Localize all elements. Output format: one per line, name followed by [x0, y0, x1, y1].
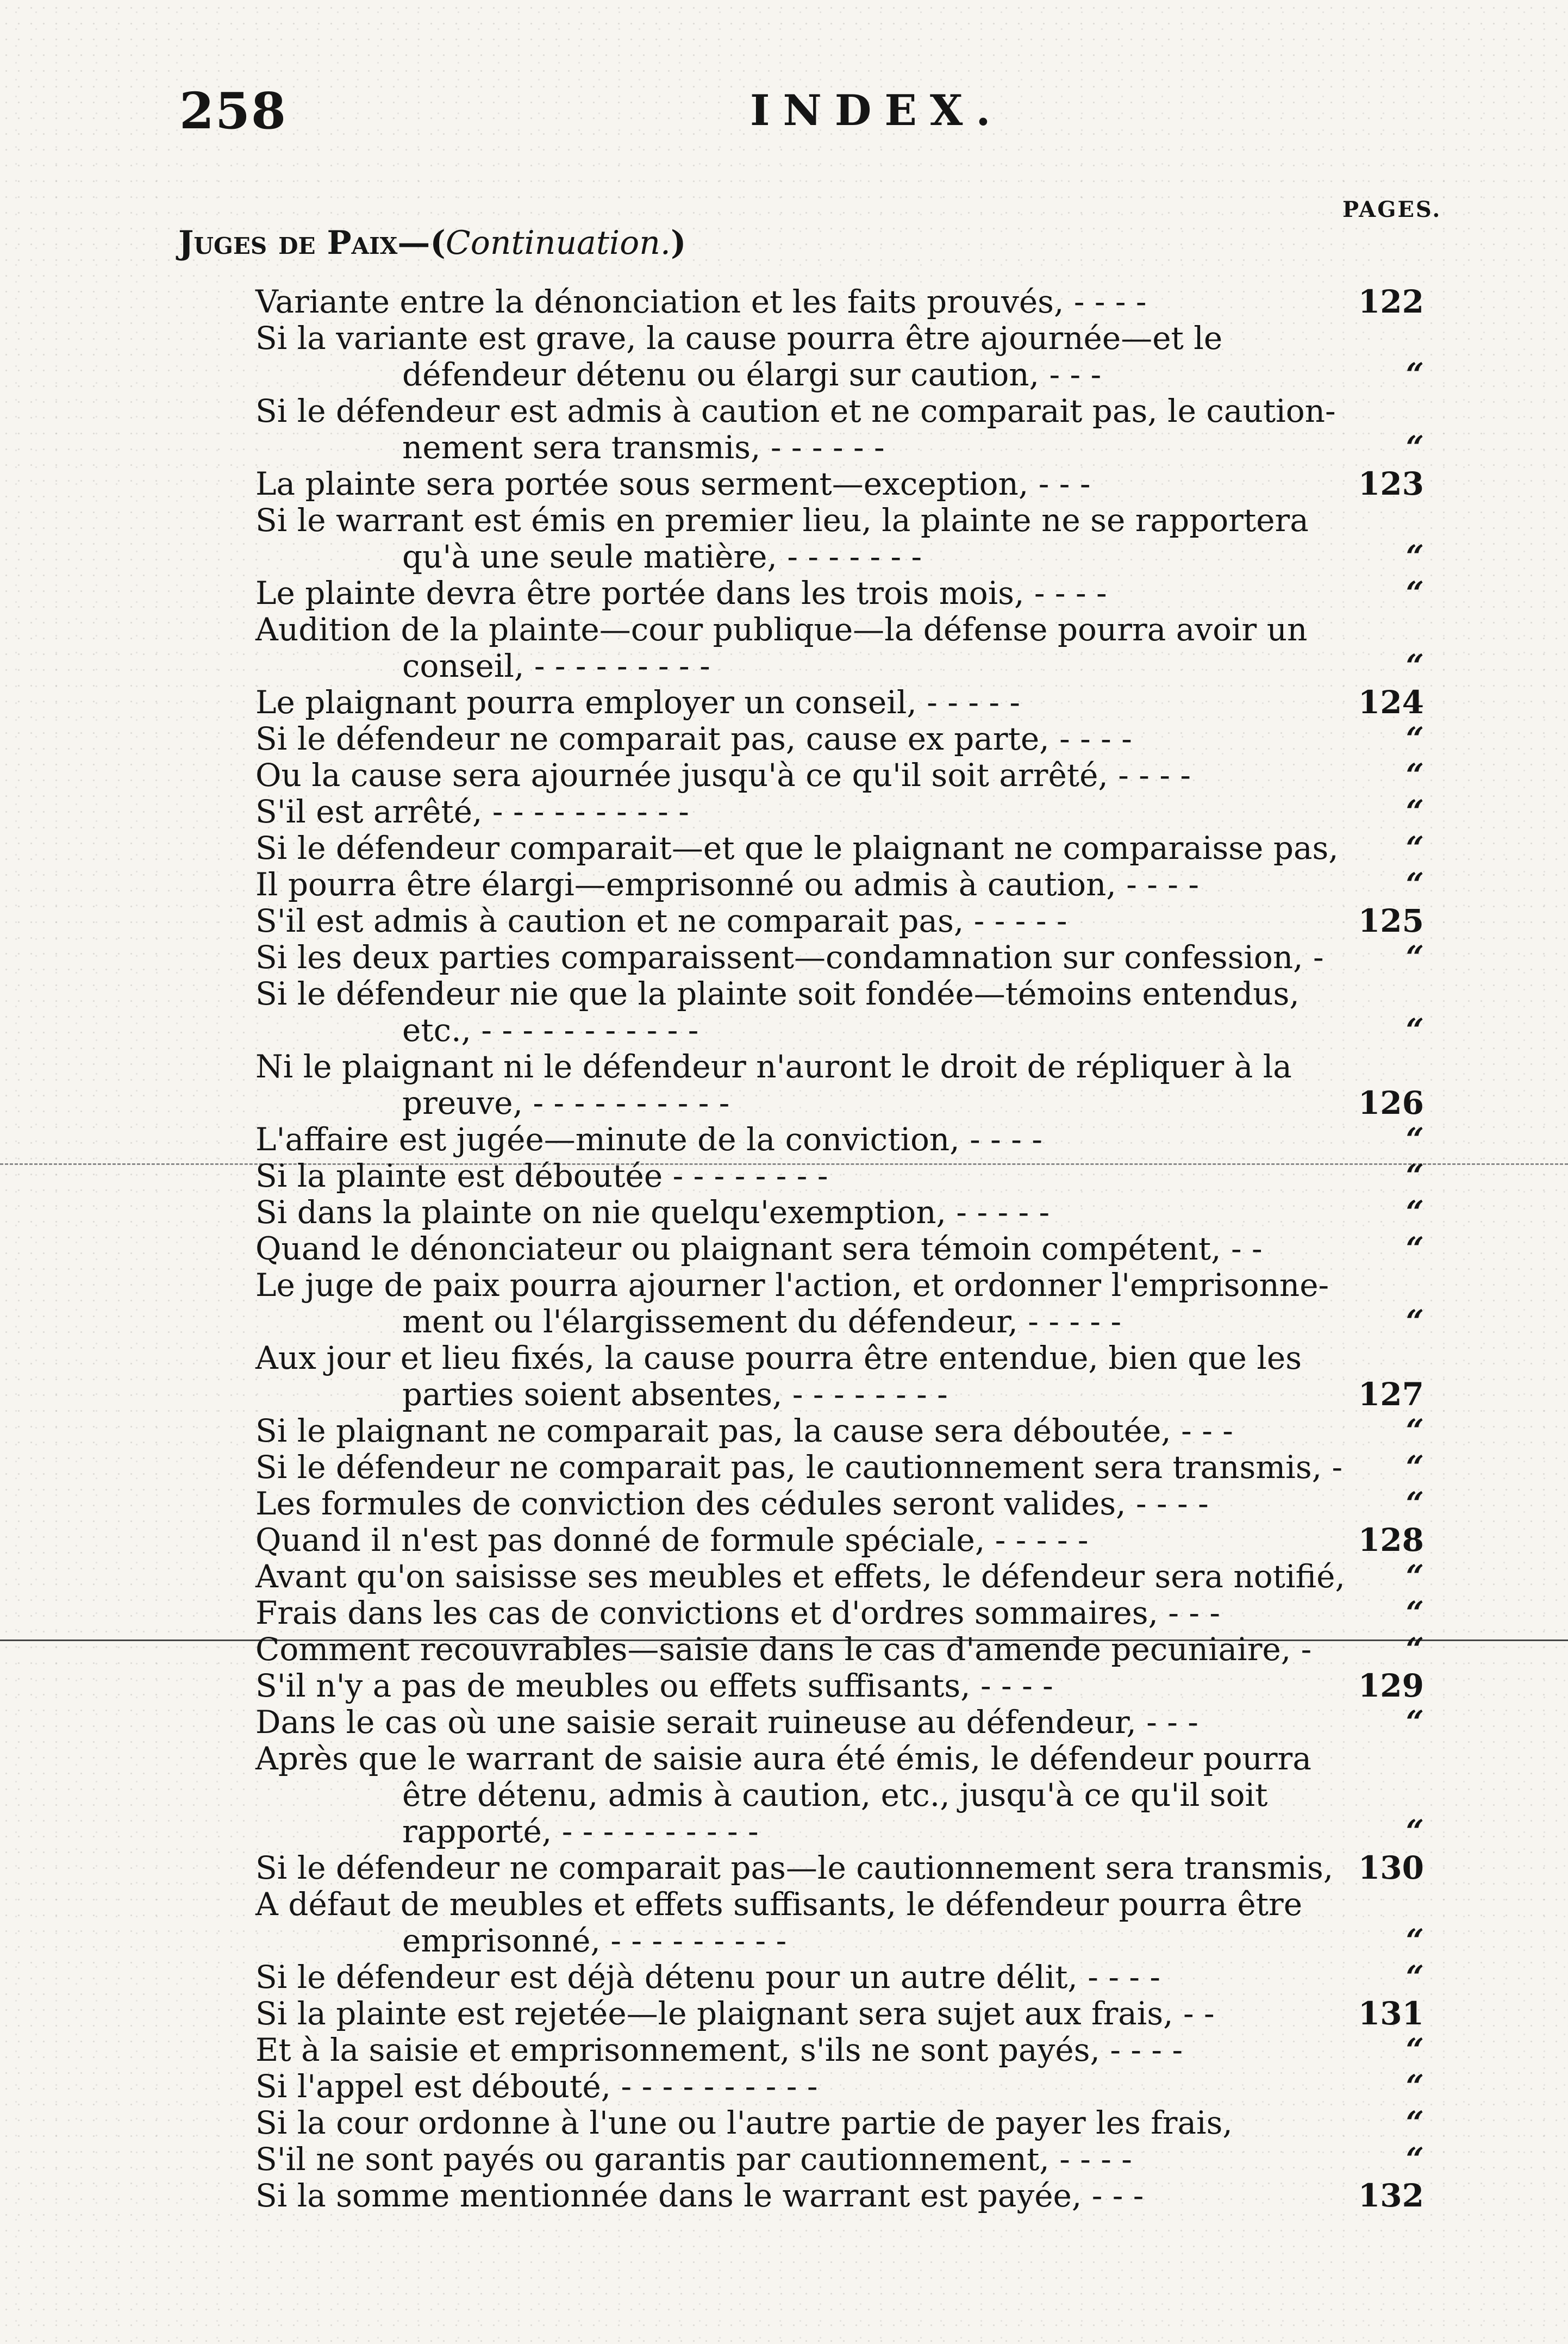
- entry-text: Après que le warrant de saisie aura été émis, le défendeur pourra: [255, 1740, 1311, 1777]
- entry-continuation: preuve, - - - - - - - - - -: [402, 1084, 730, 1121]
- ditto-mark: “: [1405, 793, 1424, 830]
- entry-text: Le juge de paix pourra ajourner l'action, et ordonner l'emprisonne-: [255, 1267, 1329, 1304]
- section-title: [178, 224, 686, 262]
- index-entry: [255, 2105, 1424, 2141]
- index-entry: [255, 502, 1424, 575]
- index-entry: [255, 1194, 1424, 1231]
- running-title: INDEX.: [750, 86, 1004, 135]
- entry-text: S'il n'y a pas de meubles ou effets suffisants, - - - -: [255, 1667, 1053, 1704]
- ditto-mark: “: [1405, 2068, 1424, 2105]
- index-entry: [255, 393, 1424, 466]
- ditto-mark: “: [1405, 1303, 1424, 1340]
- entry-text: Ni le plaignant ni le défendeur n'auront le droit de répliquer à la: [255, 1048, 1292, 1085]
- index-entry: [255, 794, 1424, 830]
- page-reference: 132: [1358, 2177, 1424, 2214]
- index-entry: [255, 2141, 1424, 2178]
- index-entry: [255, 1049, 1424, 1121]
- entry-text: Avant qu'on saisisse ses meubles et effets, le défendeur sera notifié,: [255, 1558, 1345, 1595]
- ditto-mark: “: [1405, 757, 1424, 794]
- page-reference: 131: [1358, 1995, 1424, 2032]
- page-reference: 127: [1358, 1376, 1424, 1413]
- index-entry: [255, 1631, 1424, 1668]
- entry-text: Si le défendeur ne comparait pas, le cautionnement sera transmis, -: [255, 1449, 1343, 1486]
- section-title-continuation: Continuation.: [445, 224, 671, 262]
- ditto-mark: “: [1405, 2104, 1424, 2141]
- entry-text: Les formules de conviction des cédules seront valides, - - - -: [255, 1485, 1209, 1522]
- ditto-mark: “: [1405, 1449, 1424, 1486]
- page-reference: 124: [1358, 684, 1424, 721]
- index-entry: [255, 1231, 1424, 1267]
- ditto-mark: “: [1405, 1704, 1424, 1741]
- entry-text: Comment recouvrables—saisie dans le cas d'amende pecuniaire, -: [255, 1631, 1312, 1668]
- ditto-mark: “: [1405, 1412, 1424, 1449]
- ditto-mark: “: [1405, 1194, 1424, 1231]
- ditto-mark: “: [1405, 1485, 1424, 1522]
- index-entry: [255, 866, 1424, 903]
- page-reference: 125: [1358, 902, 1424, 939]
- page-reference: 126: [1358, 1084, 1424, 1121]
- section-title-main: Juges de Paix: [178, 224, 398, 262]
- ditto-mark: “: [1405, 939, 1424, 976]
- entry-continuation: qu'à une seule matière, - - - - - - -: [402, 538, 922, 575]
- entry-text: A défaut de meubles et effets suffisants, le défendeur pourra être: [255, 1886, 1303, 1923]
- index-entry: [255, 1996, 1424, 2032]
- entry-text: Et à la saisie et emprisonnement, s'ils ne sont payés, - - - -: [255, 2031, 1183, 2068]
- entry-text: Si la plainte est rejetée—le plaignant sera sujet aux frais, - -: [255, 1995, 1215, 2032]
- entry-text: S'il ne sont payés ou garantis par cautionnement, - - - -: [255, 2141, 1132, 2178]
- page-number: 258: [179, 82, 288, 140]
- entry-text: L'affaire est jugée—minute de la conviction, - - - -: [255, 1121, 1042, 1158]
- entry-continuation: défendeur détenu ou élargi sur caution, - - -: [402, 356, 1102, 393]
- index-entry: [255, 1668, 1424, 1704]
- index-entry: [255, 1413, 1424, 1449]
- index-entry: [255, 1267, 1424, 1340]
- entry-continuation: emprisonné, - - - - - - - - -: [402, 1922, 787, 1959]
- index-entry: [255, 757, 1424, 794]
- index-entry: [255, 2032, 1424, 2068]
- page-reference: 128: [1358, 1522, 1424, 1558]
- ditto-mark: “: [1405, 830, 1424, 866]
- index-entry: [255, 830, 1424, 866]
- index-entry: [255, 1158, 1424, 1194]
- index-entry: [255, 320, 1424, 393]
- index-entry: [255, 1959, 1424, 1996]
- entry-continuation: rapporté, - - - - - - - - - -: [402, 1813, 759, 1850]
- index-entry: [255, 1886, 1424, 1959]
- entry-text: Si le défendeur ne comparait pas—le cautionnement sera transmis,: [255, 1849, 1334, 1886]
- ditto-mark: “: [1405, 1922, 1424, 1959]
- ditto-mark: “: [1405, 1813, 1424, 1850]
- entry-text: S'il est admis à caution et ne comparait pas, - - - - -: [255, 902, 1067, 939]
- ditto-mark: “: [1405, 2141, 1424, 2178]
- entry-text: Frais dans les cas de convictions et d'ordres sommaires, - - -: [255, 1594, 1221, 1631]
- page-header: [179, 82, 1429, 147]
- ditto-mark: “: [1405, 1157, 1424, 1194]
- entry-text: Quand il n'est pas donné de formule spéciale, - - - - -: [255, 1522, 1089, 1558]
- ditto-mark: “: [1405, 575, 1424, 612]
- index-entry: [255, 1558, 1424, 1595]
- index-entry: [255, 1850, 1424, 1886]
- entry-text: Ou la cause sera ajournée jusqu'à ce qu'il soit arrêté, - - - -: [255, 757, 1191, 794]
- ditto-mark: “: [1405, 1594, 1424, 1631]
- entry-text: La plainte sera portée sous serment—exception, - - -: [255, 465, 1091, 502]
- entry-text: Si le défendeur est déjà détenu pour un autre délit, - - - -: [255, 1959, 1160, 1996]
- ditto-mark: “: [1405, 1631, 1424, 1668]
- entry-text: Dans le cas où une saisie serait ruineuse au défendeur, - - -: [255, 1704, 1198, 1741]
- page-reference: 129: [1358, 1667, 1424, 1704]
- entry-text: Si le défendeur ne comparait pas, cause ex parte, - - - -: [255, 720, 1132, 757]
- section-title-close: ): [670, 224, 686, 262]
- ditto-mark: “: [1405, 1121, 1424, 1158]
- entry-text: Quand le dénonciateur ou plaignant sera témoin compétent, - -: [255, 1230, 1263, 1267]
- page-reference: 130: [1358, 1849, 1424, 1886]
- page-reference: 123: [1358, 465, 1424, 502]
- pages-column-label: PAGES.: [1342, 197, 1442, 222]
- ditto-mark: “: [1405, 1230, 1424, 1267]
- index-entry: [255, 575, 1424, 612]
- ditto-mark: “: [1405, 429, 1424, 466]
- entry-text: Si le défendeur comparait—et que le plaignant ne comparaisse pas,: [255, 830, 1339, 866]
- ditto-mark: “: [1405, 720, 1424, 757]
- index-entry: [255, 1522, 1424, 1558]
- ditto-mark: “: [1405, 647, 1424, 684]
- entry-text: Si le plaignant ne comparait pas, la cause sera déboutée, - - -: [255, 1412, 1233, 1449]
- entry-text: Aux jour et lieu fixés, la cause pourra être entendue, bien que les: [255, 1339, 1302, 1376]
- entry-text: Il pourra être élargi—emprisonné ou admis à caution, - - - -: [255, 866, 1199, 903]
- ditto-mark: “: [1405, 1012, 1424, 1049]
- entry-text: Si la cour ordonne à l'une ou l'autre partie de payer les frais,: [255, 2104, 1233, 2141]
- index-entry: [255, 1121, 1424, 1158]
- entry-continuation: être détenu, admis à caution, etc., jusqu'à ce qu'il soit: [402, 1776, 1268, 1813]
- ditto-mark: “: [1405, 538, 1424, 575]
- entry-text: Si le défendeur est admis à caution et ne comparait pas, le caution-: [255, 392, 1336, 429]
- section-title-dash: —(: [397, 224, 446, 262]
- entry-text: Si la plainte est déboutée - - - - - - - -: [255, 1157, 828, 1194]
- entry-continuation: nement sera transmis, - - - - - -: [402, 429, 885, 466]
- entry-text: Le plainte devra être portée dans les trois mois, - - - -: [255, 575, 1107, 612]
- entry-text: Si le défendeur nie que la plainte soit fondée—témoins entendus,: [255, 975, 1300, 1012]
- index-entry: [255, 939, 1424, 976]
- index-entries: [255, 284, 1424, 2214]
- page-reference: 122: [1358, 283, 1424, 320]
- index-entry: [255, 1449, 1424, 1486]
- entry-text: Si la variante est grave, la cause pourra être ajournée—et le: [255, 320, 1223, 357]
- entry-text: Si l'appel est débouté, - - - - - - - - - -: [255, 2068, 818, 2105]
- entry-text: Variante entre la dénonciation et les faits prouvés, - - - -: [255, 283, 1147, 320]
- ditto-mark: “: [1405, 1959, 1424, 1996]
- index-entry: [255, 976, 1424, 1049]
- entry-text: Si la somme mentionnée dans le warrant est payée, - - -: [255, 2177, 1144, 2214]
- index-entry: [255, 284, 1424, 320]
- entry-continuation: etc., - - - - - - - - - - -: [402, 1012, 699, 1049]
- index-entry: [255, 1741, 1424, 1850]
- index-entry: [255, 612, 1424, 684]
- index-entry: [255, 1595, 1424, 1631]
- entry-text: S'il est arrêté, - - - - - - - - - -: [255, 793, 689, 830]
- index-entry: [255, 1704, 1424, 1741]
- index-entry: [255, 1486, 1424, 1522]
- ditto-mark: “: [1405, 1558, 1424, 1595]
- entry-continuation: conseil, - - - - - - - - -: [402, 647, 710, 684]
- index-entry: [255, 721, 1424, 757]
- entry-continuation: parties soient absentes, - - - - - - - -: [402, 1376, 948, 1413]
- ditto-mark: “: [1405, 866, 1424, 903]
- entry-text: Si dans la plainte on nie quelqu'exemption, - - - - -: [255, 1194, 1050, 1231]
- index-entry: [255, 466, 1424, 502]
- entry-text: Si le warrant est émis en premier lieu, la plainte ne se rapportera: [255, 502, 1309, 539]
- index-entry: [255, 2068, 1424, 2105]
- entry-text: Si les deux parties comparaissent—condamnation sur confession, -: [255, 939, 1324, 976]
- entry-text: Le plaignant pourra employer un conseil, - - - - -: [255, 684, 1020, 721]
- entry-continuation: ment ou l'élargissement du défendeur, - - - - -: [402, 1303, 1122, 1340]
- index-entry: [255, 903, 1424, 939]
- entry-text: Audition de la plainte—cour publique—la défense pourra avoir un: [255, 611, 1308, 648]
- ditto-mark: “: [1405, 356, 1424, 393]
- ditto-mark: “: [1405, 2031, 1424, 2068]
- index-entry: [255, 1340, 1424, 1413]
- index-entry: [255, 2178, 1424, 2214]
- index-entry: [255, 684, 1424, 721]
